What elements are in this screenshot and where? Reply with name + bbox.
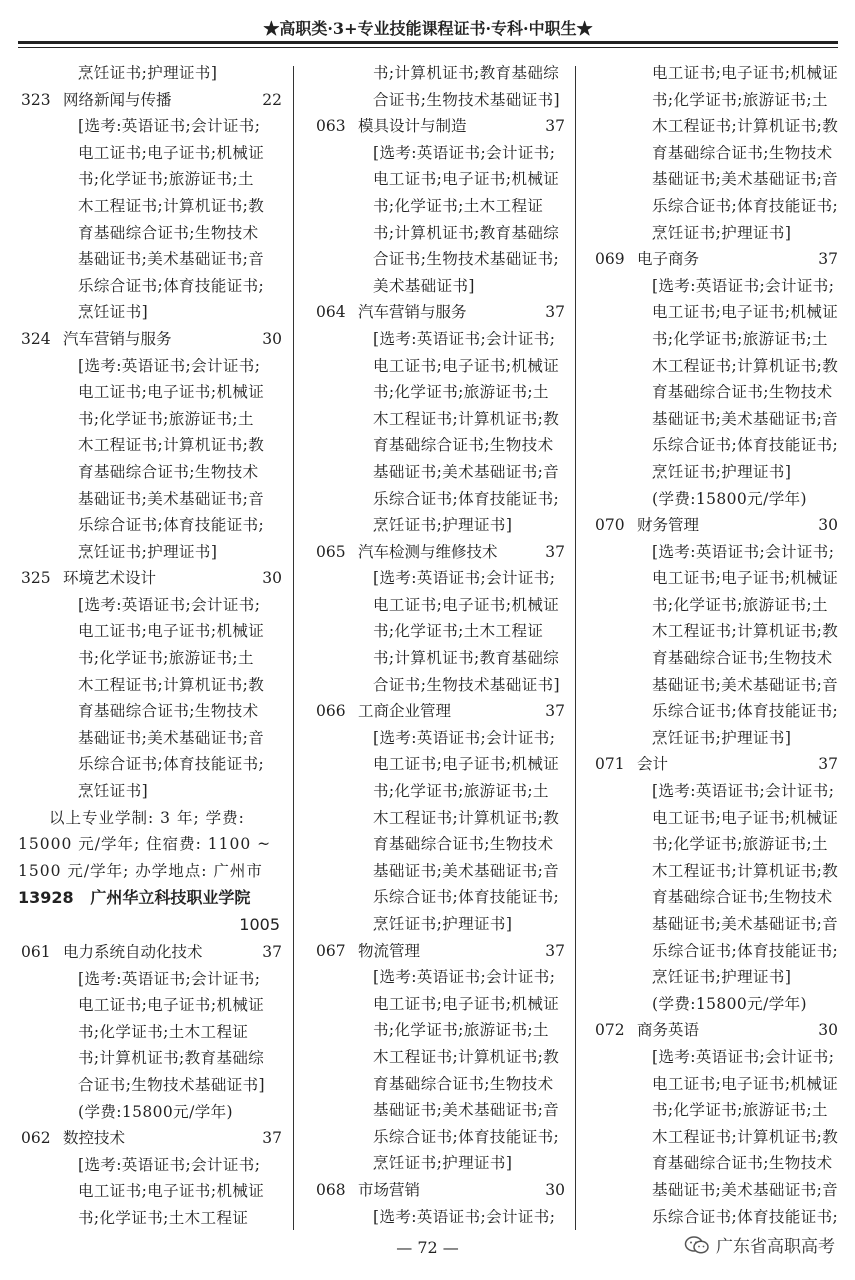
- major-entry-header: [592, 1017, 842, 1044]
- requirement-line: 书;化学证书;旅游证书;土: [652, 329, 828, 348]
- requirement-line: [选考:英语证书;会计证书;: [373, 569, 556, 588]
- continued-text-line: 合证书;生物技术基础证书]: [373, 90, 560, 109]
- major-name: 网络新闻与传播: [63, 90, 172, 109]
- major-code: 067: [316, 941, 346, 960]
- major-code: 325: [21, 569, 51, 588]
- major-code-name: [592, 246, 699, 273]
- requirement-line: [选考:英语证书;会计证书;: [373, 143, 556, 162]
- major-code: 061: [21, 943, 51, 961]
- running-header: ★高职类·3+专业技能课程证书·专科·中职生★: [263, 19, 593, 38]
- requirement-line: 基础证书;美术基础证书;音: [652, 409, 839, 428]
- major-entry-header: [18, 87, 286, 114]
- continued-text-line: 基础证书;美术基础证书;音: [652, 170, 839, 189]
- watermark: [684, 1232, 835, 1257]
- requirement-line: 电工证书;电子证书;机械证: [373, 170, 560, 189]
- major-code-name: [592, 1017, 699, 1044]
- requirement-line: 合证书;生物技术基础证书]: [373, 675, 560, 694]
- requirement-line: [选考:英语证书;会计证书;: [652, 782, 835, 801]
- requirement-line: 合证书;生物技术基础证书]: [78, 1075, 265, 1094]
- requirement-line: [选考:英语证书;会计证书;: [78, 969, 261, 988]
- major-name: 数控技术: [63, 1129, 126, 1148]
- requirement-line: 基础证书;美术基础证书;音: [652, 915, 839, 933]
- requirement-line: 乐综合证书;体育技能证书;: [373, 888, 560, 907]
- requirement-line: 电工证书;电子证书;机械证: [373, 356, 560, 375]
- institution-heading: [18, 884, 286, 912]
- program-note-line: 15000 元/学年; 住宿费: 1100 ~: [18, 835, 272, 854]
- major-name: 财务管理: [637, 516, 700, 535]
- enrollment-count: 37: [545, 542, 565, 561]
- enrollment-count: 30: [545, 1180, 565, 1199]
- requirement-line: 电工证书;电子证书;机械证: [373, 755, 560, 774]
- enrollment-count: 37: [262, 1129, 282, 1148]
- requirement-line: 育基础综合证书;生物技术: [652, 888, 833, 907]
- major-name: 环境艺术设计: [63, 569, 157, 588]
- major-code: 066: [316, 702, 346, 721]
- requirement-line: 电工证书;电子证书;机械证: [652, 303, 839, 322]
- enrollment-count: 22: [262, 90, 282, 109]
- requirement-line: 基础证书;美术基础证书;音: [373, 861, 560, 880]
- major-code-name: [592, 751, 668, 778]
- requirement-line: 乐综合证书;体育技能证书;: [373, 1127, 560, 1146]
- major-code: 063: [316, 117, 346, 136]
- requirement-line: 木工程证书;计算机证书;教: [373, 409, 560, 428]
- requirement-line: [选考:英语证书;会计证书;: [373, 968, 556, 987]
- requirement-line: [选考:英语证书;会计证书;: [373, 728, 556, 747]
- requirement-line: 乐综合证书;体育技能证书;: [652, 1207, 839, 1226]
- major-name: 市场营销: [358, 1180, 421, 1199]
- enrollment-count: 30: [818, 1021, 838, 1040]
- requirement-line: 书;化学证书;旅游证书;土: [78, 649, 254, 668]
- requirement-line: [选考:英语证书;会计证书;: [78, 356, 261, 375]
- column-3: [592, 60, 842, 1230]
- requirement-line: 烹饪证书;护理证书]: [373, 516, 513, 535]
- requirement-line: 烹饪证书;护理证书]: [652, 462, 792, 481]
- enrollment-count: 37: [545, 117, 565, 136]
- continued-text-line: 育基础综合证书;生物技术: [652, 143, 833, 162]
- requirement-line: 基础证书;美术基础证书;音: [652, 1180, 839, 1199]
- requirement-line: 育基础综合证书;生物技术: [652, 649, 833, 668]
- header-rule-thin: [18, 47, 838, 48]
- enrollment-count: 30: [818, 516, 838, 535]
- wechat-icon: [684, 1235, 710, 1255]
- major-code-name: [18, 1125, 125, 1152]
- requirement-line: 木工程证书;计算机证书;教: [652, 622, 839, 641]
- watermark-text: 广东省高职高考: [716, 1237, 835, 1257]
- major-code: 071: [595, 755, 625, 774]
- requirement-line: (学费:15800元/学年): [78, 1102, 233, 1121]
- requirement-line: 育基础综合证书;生物技术: [373, 436, 554, 455]
- requirement-line: 书;化学证书;旅游证书;土: [652, 595, 828, 614]
- requirement-line: 基础证书;美术基础证书;音: [373, 1101, 560, 1120]
- requirement-line: 木工程证书;计算机证书;教: [78, 436, 265, 455]
- requirement-line: (学费:15800元/学年): [652, 489, 807, 508]
- requirement-line: 书;化学证书;土木工程证: [373, 196, 544, 215]
- requirement-line: 电工证书;电子证书;机械证: [652, 808, 839, 827]
- column-1: [18, 60, 286, 1232]
- institution-name: 广州华立科技职业学院: [90, 888, 251, 908]
- major-entry-header: [592, 751, 842, 778]
- requirement-line: 乐综合证书;体育技能证书;: [652, 702, 839, 721]
- requirement-line: 烹饪证书;护理证书]: [373, 1154, 513, 1173]
- requirement-line: 电工证书;电子证书;机械证: [78, 383, 265, 402]
- requirement-line: [选考:英语证书;会计证书;: [652, 276, 835, 295]
- enrollment-count: 37: [262, 943, 282, 961]
- requirement-line: 基础证书;美术基础证书;音: [78, 489, 265, 508]
- requirement-line: 乐综合证书;体育技能证书;: [652, 436, 839, 455]
- requirement-line: 乐综合证书;体育技能证书;: [78, 276, 265, 295]
- requirement-line: 书;计算机证书;教育基础综: [373, 223, 560, 242]
- major-entry-header: [18, 565, 286, 592]
- major-code-name: [18, 326, 172, 353]
- institution-total: 1005: [239, 915, 280, 935]
- requirement-line: 书;计算机证书;教育基础综: [373, 649, 560, 668]
- institution-code: 13928: [18, 888, 74, 908]
- requirement-line: 书;化学证书;旅游证书;土: [373, 383, 549, 402]
- major-entry-header: [313, 1177, 569, 1204]
- requirement-line: [选考:英语证书;会计证书;: [78, 117, 261, 136]
- major-code-name: [313, 299, 467, 326]
- requirement-line: 育基础综合证书;生物技术: [652, 1154, 833, 1173]
- major-code-name: [313, 113, 467, 140]
- major-code-name: [313, 698, 451, 725]
- column-divider-1: [293, 66, 294, 1230]
- requirement-line: 基础证书;美术基础证书;音: [78, 250, 265, 269]
- requirement-line: [选考:英语证书;会计证书;: [373, 1207, 556, 1226]
- requirement-line: 木工程证书;计算机证书;教: [652, 356, 839, 375]
- enrollment-count: 37: [818, 755, 838, 774]
- requirement-line: 木工程证书;计算机证书;教: [373, 1047, 560, 1066]
- requirement-line: 烹饪证书]: [78, 303, 149, 322]
- enrollment-count: 37: [545, 702, 565, 721]
- major-entry-header: [313, 539, 569, 566]
- requirement-line: 电工证书;电子证书;机械证: [78, 622, 265, 641]
- program-note-line: 1500 元/学年; 办学地点: 广州市: [18, 861, 263, 880]
- requirement-line: 育基础综合证书;生物技术: [78, 702, 259, 721]
- requirement-line: 基础证书;美术基础证书;音: [78, 728, 265, 747]
- major-entry-header: [18, 939, 286, 966]
- program-note-line: 以上专业学制: 3 年; 学费:: [49, 808, 245, 827]
- requirement-line: [选考:英语证书;会计证书;: [373, 329, 556, 348]
- requirement-line: 木工程证书;计算机证书;教: [78, 675, 265, 694]
- requirement-line: 书;计算机证书;教育基础综: [78, 1049, 265, 1068]
- major-entry-header: [592, 512, 842, 539]
- major-name: 工商企业管理: [358, 702, 452, 721]
- requirement-line: 电工证书;电子证书;机械证: [78, 1182, 265, 1201]
- major-entry-header: [313, 938, 569, 965]
- requirement-line: 乐综合证书;体育技能证书;: [78, 755, 265, 774]
- continued-text-line: 乐综合证书;体育技能证书;: [652, 196, 839, 215]
- requirement-line: 书;化学证书;旅游证书;土: [78, 170, 254, 189]
- major-code: 064: [316, 303, 346, 322]
- requirement-line: 育基础综合证书;生物技术: [373, 1074, 554, 1093]
- continued-text-line: 书;计算机证书;教育基础综: [373, 64, 560, 82]
- requirement-line: 木工程证书;计算机证书;教: [78, 196, 265, 215]
- requirement-line: 木工程证书;计算机证书;教: [652, 861, 839, 880]
- enrollment-count: 37: [545, 941, 565, 960]
- enrollment-count: 30: [262, 329, 282, 348]
- requirement-line: 书;化学证书;土木工程证: [373, 622, 544, 641]
- requirement-line: 烹饪证书]: [78, 782, 149, 801]
- major-name: 电子商务: [637, 250, 700, 269]
- major-code-name: [313, 938, 420, 965]
- requirement-line: 基础证书;美术基础证书;音: [373, 462, 560, 481]
- requirement-line: 育基础综合证书;生物技术: [652, 383, 833, 402]
- requirement-line: 电工证书;电子证书;机械证: [652, 1074, 839, 1093]
- requirement-line: 育基础综合证书;生物技术: [78, 223, 259, 242]
- requirement-line: 育基础综合证书;生物技术: [373, 835, 554, 854]
- requirement-line: 烹饪证书;护理证书]: [652, 728, 792, 747]
- requirement-line: 书;化学证书;旅游证书;土: [373, 782, 549, 801]
- requirement-line: 电工证书;电子证书;机械证: [78, 143, 265, 162]
- major-entry-header: [313, 113, 569, 140]
- requirement-line: 电工证书;电子证书;机械证: [78, 996, 265, 1015]
- requirement-line: 烹饪证书;护理证书]: [78, 542, 218, 561]
- enrollment-count: 37: [818, 250, 838, 269]
- major-code-name: [18, 565, 156, 592]
- major-name: 模具设计与制造: [358, 117, 467, 136]
- major-name: 电力系统自动化技术: [63, 943, 203, 961]
- requirement-line: 烹饪证书;护理证书]: [373, 915, 513, 933]
- requirement-line: 美术基础证书]: [373, 276, 475, 295]
- continued-text-line: 电工证书;电子证书;机械证: [652, 64, 839, 82]
- requirement-line: 乐综合证书;体育技能证书;: [78, 516, 265, 535]
- major-name: 商务英语: [637, 1021, 700, 1040]
- enrollment-count: 30: [262, 569, 282, 588]
- column-divider-2: [575, 66, 576, 1230]
- major-code: 070: [595, 516, 625, 535]
- major-name: 汽车检测与维修技术: [358, 542, 498, 561]
- requirement-line: 电工证书;电子证书;机械证: [652, 569, 839, 588]
- page-number: — 72 —: [396, 1238, 459, 1257]
- major-code-name: [18, 939, 203, 966]
- continued-text-line: 烹饪证书;护理证书]: [78, 64, 218, 82]
- major-code: 065: [316, 542, 346, 561]
- major-code-name: [592, 512, 699, 539]
- requirement-line: 木工程证书;计算机证书;教: [373, 808, 560, 827]
- requirement-line: 书;化学证书;旅游证书;土: [652, 835, 828, 854]
- requirement-line: 烹饪证书;护理证书]: [652, 968, 792, 987]
- major-name: 汽车营销与服务: [358, 303, 467, 322]
- requirement-line: 电工证书;电子证书;机械证: [373, 595, 560, 614]
- requirement-line: 书;化学证书;土木工程证: [78, 1208, 249, 1227]
- major-code: 068: [316, 1180, 346, 1199]
- column-2: [313, 60, 569, 1230]
- requirement-line: 书;化学证书;土木工程证: [78, 1022, 249, 1041]
- major-entry-header: [18, 1125, 286, 1152]
- major-entry-header: [313, 698, 569, 725]
- header-rule-thick: [18, 41, 838, 44]
- requirement-line: 书;化学证书;旅游证书;土: [373, 1021, 549, 1040]
- major-code: 069: [595, 250, 625, 269]
- major-name: 会计: [637, 755, 669, 774]
- major-code: 324: [21, 329, 51, 348]
- continued-text-line: 烹饪证书;护理证书]: [652, 223, 792, 242]
- requirement-line: [选考:英语证书;会计证书;: [652, 1047, 835, 1066]
- major-code: 323: [21, 90, 51, 109]
- major-code-name: [313, 539, 498, 566]
- requirement-line: 育基础综合证书;生物技术: [78, 462, 259, 481]
- major-entry-header: [592, 246, 842, 273]
- continued-text-line: 书;化学证书;旅游证书;土: [652, 90, 828, 109]
- requirement-line: [选考:英语证书;会计证书;: [78, 595, 261, 614]
- requirement-line: 基础证书;美术基础证书;音: [652, 675, 839, 694]
- major-name: 汽车营销与服务: [63, 329, 172, 348]
- requirement-line: 电工证书;电子证书;机械证: [373, 994, 560, 1013]
- continued-text-line: 木工程证书;计算机证书;教: [652, 117, 839, 136]
- requirement-line: (学费:15800元/学年): [652, 994, 807, 1013]
- major-code: 062: [21, 1129, 51, 1148]
- enrollment-count: 37: [545, 303, 565, 322]
- requirement-line: 合证书;生物技术基础证书;: [373, 250, 560, 269]
- major-name: 物流管理: [358, 941, 421, 960]
- major-code: 072: [595, 1021, 625, 1040]
- major-code-name: [313, 1177, 420, 1204]
- requirement-line: 乐综合证书;体育技能证书;: [652, 941, 839, 960]
- requirement-line: [选考:英语证书;会计证书;: [652, 542, 835, 561]
- requirement-line: 书;化学证书;旅游证书;土: [652, 1101, 828, 1120]
- major-code-name: [18, 87, 172, 114]
- major-entry-header: [18, 326, 286, 353]
- requirement-line: 乐综合证书;体育技能证书;: [373, 489, 560, 508]
- requirement-line: 木工程证书;计算机证书;教: [652, 1127, 839, 1146]
- requirement-line: [选考:英语证书;会计证书;: [78, 1155, 261, 1174]
- major-entry-header: [313, 299, 569, 326]
- requirement-line: 书;化学证书;旅游证书;土: [78, 409, 254, 428]
